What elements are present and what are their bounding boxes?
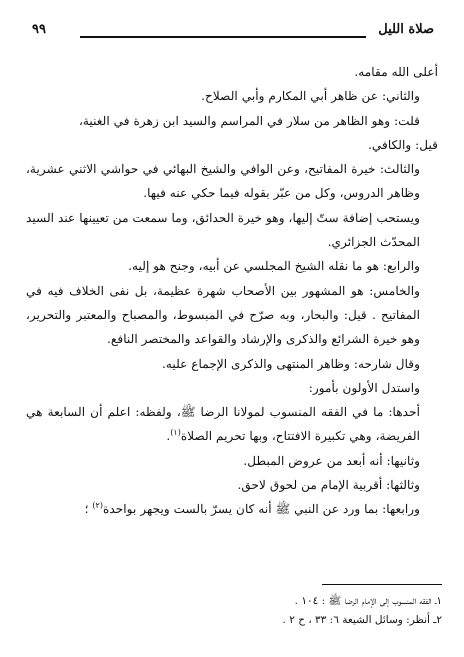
- main-text: [26, 60, 438, 522]
- paragraph: والخامس: هو المشهور بين الأصحاب شهرة عظيمة، بل نفى الخلاف فيه في المفاتيح . قيل: والبحار، وبه صرّح في المبسوط، والمصباح والمعتبر والتحرير، وهو خيرة الشرائع والذكرى والإرشاد والقواعد والمختصر النافع.: [26, 283, 420, 347]
- page-number: ٩٩: [32, 22, 46, 37]
- footnotes: [30, 592, 442, 630]
- paragraph: والرابع: هو ما نقله الشيخ المجلسي عن أبيه، وجنح هو إليه.: [128, 259, 420, 274]
- paragraph: وقال شارحه: وظاهر المنتهى والذكرى الإجماع عليه.: [162, 356, 420, 371]
- sentence-end: ؛: [84, 502, 89, 517]
- paragraph: ويستحب إضافة ستّ إليها، وهو خيرة الحدائق، وما سمعت من تعيينها عند السيد المحدّث الجزائري.: [26, 210, 420, 250]
- paragraph: قلت: وهو الظاهر من سلار في المراسم والسيد ابن زهرة في الغنية،: [78, 113, 420, 128]
- paragraph: وثانيها: أنه أبعد من عروض المبطل.: [243, 453, 420, 468]
- paragraph: واستدل الأولون بأمور:: [308, 380, 420, 395]
- footnote-separator: [322, 584, 442, 585]
- paragraph-text: أحدها: ما في الفقه المنسوب لمولانا الرضا ﷺ، ولفظه: اعلم أن السابعة هي الفريضة، وهي تكبيرة الافتتاح، وبها تحريم الصلاة: [26, 405, 420, 444]
- paragraph: والثاني: عن ظاهر أبي المكارم وأبي الصلاح.: [201, 89, 420, 104]
- header-title: صلاة الليل: [378, 22, 434, 37]
- header-rule: [80, 36, 366, 38]
- footnote-marker: (٢): [92, 501, 103, 511]
- paragraph: أعلى الله مقامه.: [354, 65, 438, 79]
- paragraph-text: ورابعها: بما ورد عن النبي ﷺ أنه كان يسرّ بالست ويجهر بواحدة: [102, 502, 420, 517]
- paragraph: وثالثها: أقربية الإمام من لحوق لاحق.: [237, 478, 420, 493]
- running-header: [18, 20, 446, 42]
- paragraph-with-footnote: [26, 497, 438, 521]
- paragraph-with-footnote: [26, 400, 438, 449]
- footnote: ١ـ الفقه المنسوب إلى الإمام الرضا ﷺ : ١٠٤ .: [294, 595, 442, 607]
- paragraph: قيل: والكافي.: [367, 137, 438, 152]
- paragraph: والثالث: خيرة المفاتيح، وعن الوافي والشيخ البهائي في حواشي الاثني عشرية، وظاهر الدروس، وكل من عبّر بقوله فيما حكي عنه فيها.: [26, 162, 420, 201]
- footnote-marker: (١): [170, 428, 181, 438]
- footnote: ٢ـ أنظر: وسائل الشيعة ٦: ٣٣ ، ح ٢ .: [282, 614, 442, 626]
- sentence-end: .: [166, 429, 171, 444]
